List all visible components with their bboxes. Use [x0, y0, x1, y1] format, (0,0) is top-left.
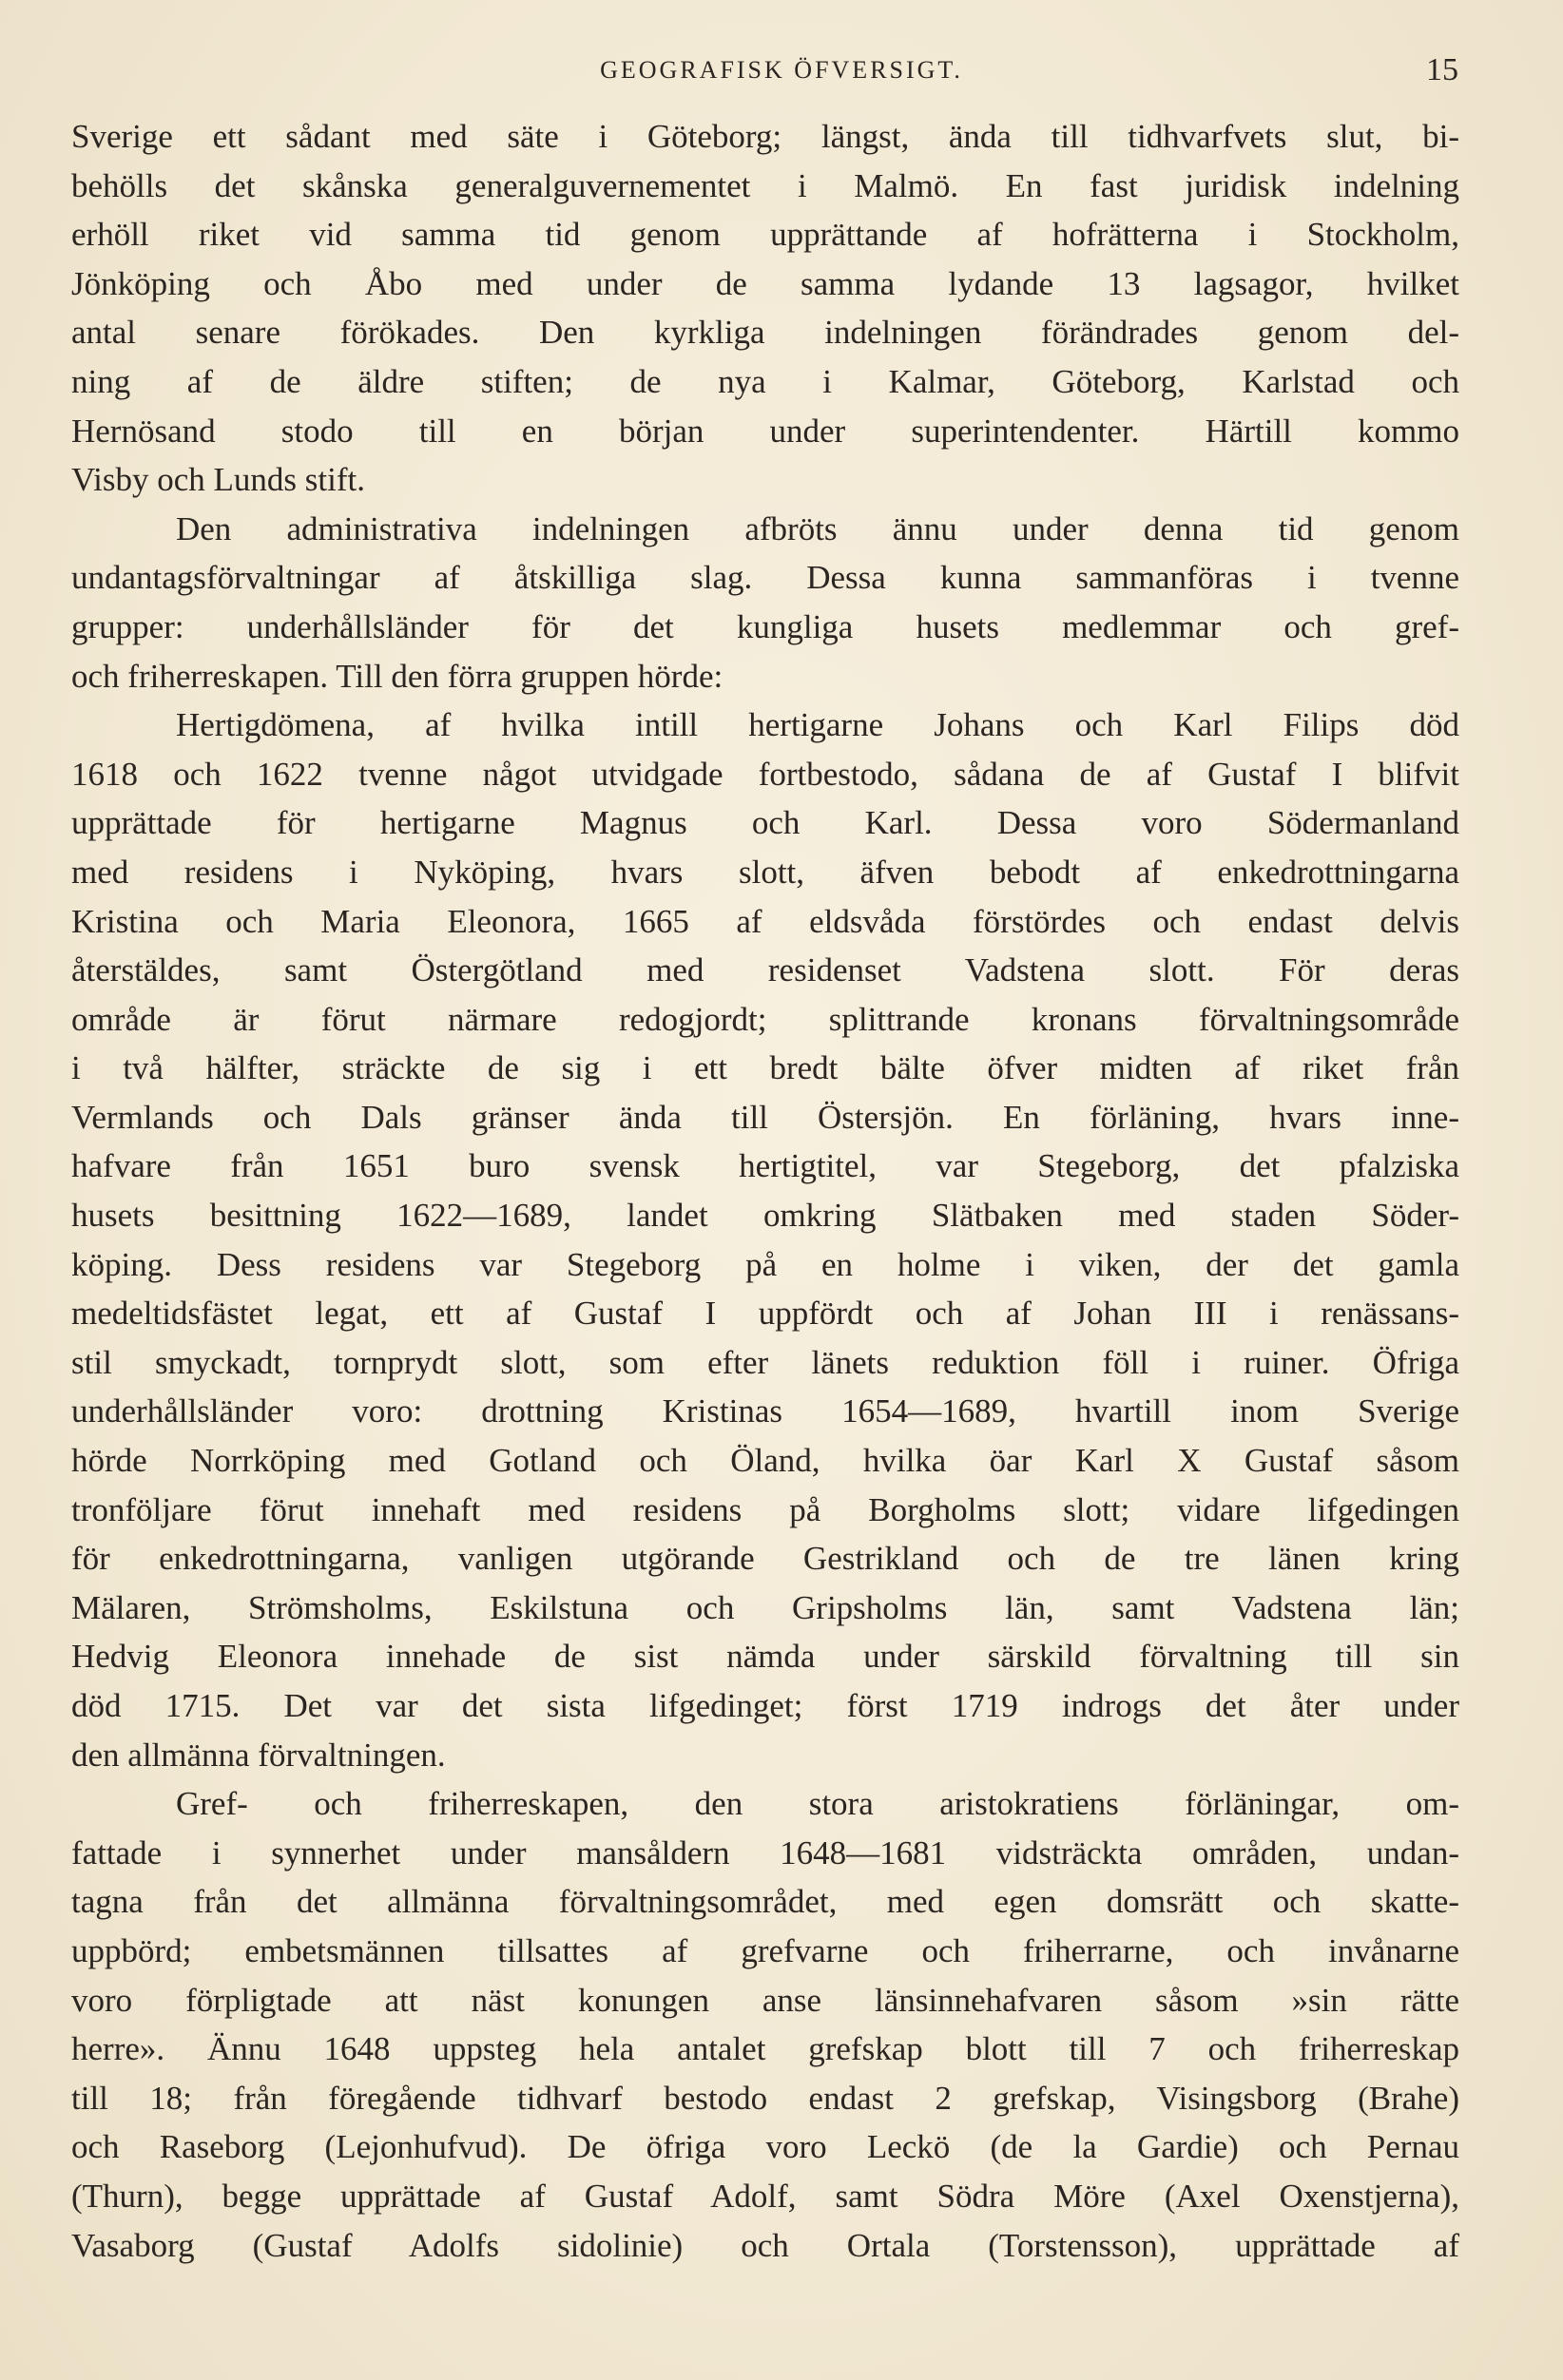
body-text [71, 112, 1459, 2270]
text-line: herre». Ännu 1648 uppsteg hela antalet grefskap blott till 7 och friherreskap [71, 2030, 1459, 2068]
text-line: död 1715. Det var det sista lifgedinget; först 1719 indrogs det åter under [71, 1687, 1459, 1724]
text-line: för enkedrottningarna, vanligen utgörande Gestrikland och de tre länen kring [71, 1540, 1459, 1578]
text-line: Jönköping och Åbo med under de samma lydande 13 lagsagor, hvilket [71, 264, 1459, 302]
text-line: grupper: underhållsländer för det kungliga husets medlemmar och gref- [71, 607, 1459, 645]
text-line: behölls det skånska generalguvernementet i Malmö. En fast juridisk indelning [71, 166, 1459, 204]
text-line: tagna från det allmänna förvaltningsområdet, med egen domsrätt och skatte- [71, 1883, 1459, 1921]
text-line: och Raseborg (Lejonhufvud). De öfriga voro Leckö (de la Gardie) och Pernau [71, 2128, 1459, 2166]
text-line: tronföljare förut innehaft med residens på Borgholms slott; vidare lifgedingen [71, 1490, 1459, 1528]
text-line: antal senare förökades. Den kyrkliga indelningen förändrades genom del- [71, 314, 1459, 352]
text-line: till 18; från föregående tidhvarf bestodo endast 2 grefskap, Visingsborg (Brahe) [71, 2079, 1459, 2117]
text-line: hafvare från 1651 buro svensk hertigtitel, var Stegeborg, det pfalziska [71, 1147, 1459, 1185]
text-line: erhöll riket vid samma tid genom upprättande af hofrätterna i Stockholm, [71, 216, 1459, 254]
text-line: Kristina och Maria Eleonora, 1665 af eldsvåda förstördes och endast delvis [71, 902, 1459, 940]
text-line: i två hälfter, sträckte de sig i ett bredt bälte öfver midten af riket från [71, 1049, 1459, 1087]
text-line: ning af de äldre stiften; de nya i Kalmar, Göteborg, Karlstad och [71, 362, 1459, 400]
text-line: Hertigdömena, af hvilka intill hertigarne Johans och Karl Filips död [176, 706, 1459, 744]
text-line: Vermlands och Dals gränser ända till Östersjön. En förläning, hvars inne- [71, 1098, 1459, 1136]
text-line: Visby och Lunds stift. [71, 461, 366, 499]
text-line: Hedvig Eleonora innehade de sist nämda under särskild förvaltning till sin [71, 1638, 1459, 1676]
text-line: den allmänna förvaltningen. [71, 1736, 446, 1774]
text-line: Den administrativa indelningen afbröts ännu under denna tid genom [176, 509, 1459, 547]
text-line: undantagsförvaltningar af åtskilliga slag. Dessa kunna sammanföras i tvenne [71, 559, 1459, 597]
text-line: Hernösand stodo till en början under superintendenter. Härtill kommo [71, 412, 1459, 450]
text-line: husets besittning 1622—1689, landet omkring Slätbaken med staden Söder- [71, 1197, 1459, 1235]
text-line: Mälaren, Strömsholms, Eskilstuna och Gripsholms län, samt Vadstena län; [71, 1588, 1459, 1626]
text-line: köping. Dess residens var Stegeborg på en holme i viken, der det gamla [71, 1245, 1459, 1283]
text-line: område är förut närmare redogjordt; splittrande kronans förvaltningsområde [71, 1000, 1459, 1038]
text-line: underhållsländer voro: drottning Kristinas 1654—1689, hvartill inom Sverige [71, 1392, 1459, 1430]
running-title: GEOGRAFISK ÖFVERSIGT. [600, 56, 963, 84]
text-line: voro förpligtade att näst konungen anse länsinnehafvaren såsom »sin rätte [71, 1981, 1459, 2019]
text-line: hörde Norrköping med Gotland och Öland, hvilka öar Karl X Gustaf såsom [71, 1442, 1459, 1480]
text-line: uppbörd; embetsmännen tillsattes af grefvarne och friherrarne, och invånarne [71, 1931, 1459, 1969]
text-line: fattade i synnerhet under mansåldern 1648—1681 vidsträckta områden, undan- [71, 1833, 1459, 1871]
page-number: 15 [1426, 52, 1458, 87]
text-line: Gref- och friherreskapen, den stora aristokratiens förläningar, om- [176, 1785, 1459, 1823]
text-line: Sverige ett sådant med säte i Göteborg; längst, ända till tidhvarfvets slut, bi- [71, 118, 1459, 155]
text-line: med residens i Nyköping, hvars slott, äfven bebodt af enkedrottningarna [71, 853, 1459, 891]
text-line: och friherreskapen. Till den förra gruppen hörde: [71, 657, 724, 695]
text-line: (Thurn), begge upprättade af Gustaf Adolf, samt Södra Möre (Axel Oxenstjerna), [71, 2177, 1459, 2215]
text-line: stil smyckadt, tornprydt slott, som efter länets reduktion föll i ruiner. Öfriga [71, 1343, 1459, 1381]
text-line: återstäldes, samt Östergötland med residenset Vadstena slott. För deras [71, 951, 1459, 989]
text-line: medeltidsfästet legat, ett af Gustaf I uppfördt och af Johan III i renässans- [71, 1295, 1459, 1333]
text-line: Vasaborg (Gustaf Adolfs sidolinie) och Ortala (Torstensson), upprättade af [71, 2226, 1459, 2264]
text-line: upprättade för hertigarne Magnus och Karl. Dessa voro Södermanland [71, 804, 1459, 842]
text-line: 1618 och 1622 tvenne något utvidgade fortbestodo, sådana de af Gustaf I blifvit [71, 755, 1459, 793]
running-head [0, 52, 1563, 90]
